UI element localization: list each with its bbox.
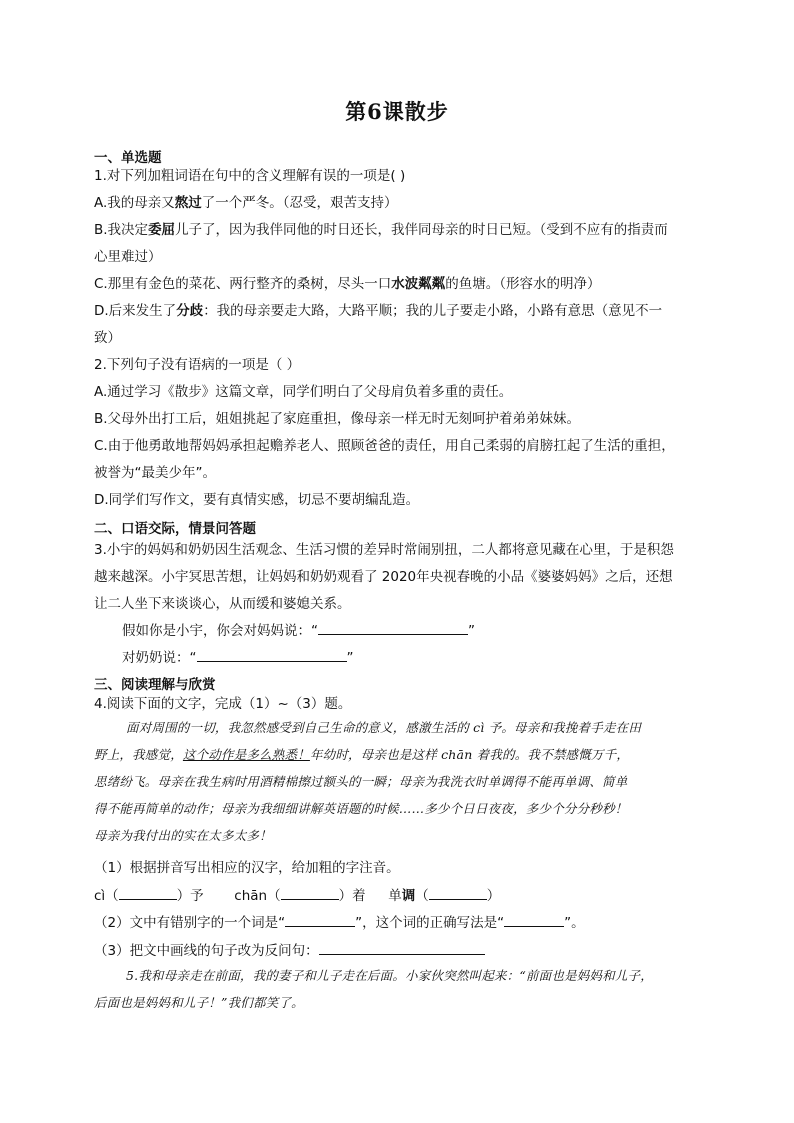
answer-blank-ci[interactable] [119,885,177,900]
passage-line-1: 面对周围的一切，我忽然感受到自己生命的意义，感激生活的 cì 予。母亲和我挽着手走在田 [126,720,642,735]
question-1-option-a: A.我的母亲又熬过了一个严冬。（忍受，艰苦支持） [94,195,398,211]
passage-line-4: 得不能再简单的动作；母亲为我细细讲解英语题的时候……多少个日日夜夜，多少个分分秒秒！ [94,801,628,816]
question-2-option-c: C.由于他勇敢地帮妈妈承担起赡养老人、照顾爸爸的责任，用自己柔弱的肩膀扛起了生活的重担， [94,438,675,454]
page-title: 第6课散步 [345,99,449,124]
question-1-option-d: D.后来发生了分歧：我的母亲要走大路，大路平顺；我的儿子要走小路，小路有意思（意见不一 [94,303,663,319]
question-2-option-b: B.父母外出打工后，姐姐挑起了家庭重担，像母亲一样无时无刻呵护着弟弟妹妹。 [94,411,581,427]
answer-blank-correct-word[interactable] [504,912,564,927]
sub-question-1-answers: cì（ ）予 chān（ ）着 单调（ ） [94,884,700,904]
answer-line-to-mother: 假如你是小宇，你会对妈妈说：“ ” [122,619,728,639]
sub-question-2: （2）文中有错别字的一个词是“ ”，这个词的正确写法是“ ”。 [94,911,700,931]
question-3-line-1: 3.小宇的妈妈和奶奶因生活观念、生活习惯的差异时常闹别扭，二人都将意见藏在心里，于是积怨 [94,542,674,558]
question-5-line-1: 5.我和母亲走在前面，我的妻子和儿子走在后面。小家伙突然叫起来：“前面也是妈妈和儿子， [126,968,653,983]
passage-line-5: 母亲为我付出的实在太多太多！ [94,828,272,843]
question-1-stem: 1.对下列加粗词语在句中的含义理解有误的一项是( ) [94,168,406,184]
question-3-line-2: 越来越深。小宇冥思苦想，让妈妈和奶奶观看了 2020年央视春晚的小品《婆婆妈妈》之后，还想 [94,569,673,585]
question-4-stem: 4.阅读下面的文字，完成（1）~（3）题。 [94,696,352,712]
question-2-option-c-continued: 被誉为“最美少年”。 [94,465,216,481]
section-heading-single-choice: 一、单选题 [94,150,162,166]
question-1-option-b-continued: 心里难过） [94,249,162,265]
answer-blank-mother[interactable] [318,620,468,635]
section-heading-reading: 三、阅读理解与欣赏 [94,677,216,693]
question-1-option-c: C.那里有金色的菜花、两行整齐的桑树，尽头一口水波粼粼的鱼塘。（形容水的明净） [94,276,601,292]
passage-line-3: 思绪纷飞。母亲在我生病时用酒精棉擦过额头的一瞬；母亲为我洗衣时单调得不能再单调、简单 [94,774,628,789]
question-3-line-3: 让二人坐下来谈谈心，从而缓和婆媳关系。 [94,596,351,612]
sub-question-3: （3）把文中画线的句子改为反问句： [94,939,700,959]
answer-line-to-grandmother: 对奶奶说：“ ” [122,646,728,666]
answer-blank-diao[interactable] [429,885,487,900]
section-heading-oral-communication: 二、口语交际，情景问答题 [94,521,256,537]
question-1-option-d-continued: 致） [94,330,121,346]
question-2-option-a: A.通过学习《散步》这篇文章，同学们明白了父母肩负着多重的责任。 [94,384,513,400]
answer-blank-wrong-word[interactable] [285,912,355,927]
sub-question-1: （1）根据拼音写出相应的汉字，给加粗的字注音。 [94,860,400,876]
question-1-option-b: B.我决定委屈儿子了，因为我伴同他的时日还长，我伴同母亲的时日已短。（受到不应有的指责而 [94,222,668,238]
question-2-option-d: D.同学们写作文，要有真情实感，切忌不要胡编乱造。 [94,492,420,508]
answer-blank-rhetorical[interactable] [319,940,485,955]
underlined-sentence: 这个动作是多么熟悉！ [182,747,310,762]
question-2-stem: 2.下列句子没有语病的一项是（ ） [94,357,301,373]
answer-blank-chan[interactable] [281,885,339,900]
question-5-line-2: 后面也是妈妈和儿子！”我们都笑了。 [94,995,304,1010]
answer-blank-grandmother[interactable] [197,647,347,662]
passage-line-2: 野上，我感觉，这个动作是多么熟悉！年幼时，母亲也是这样 chān 着我的。我不禁感慨万千， [94,747,630,762]
